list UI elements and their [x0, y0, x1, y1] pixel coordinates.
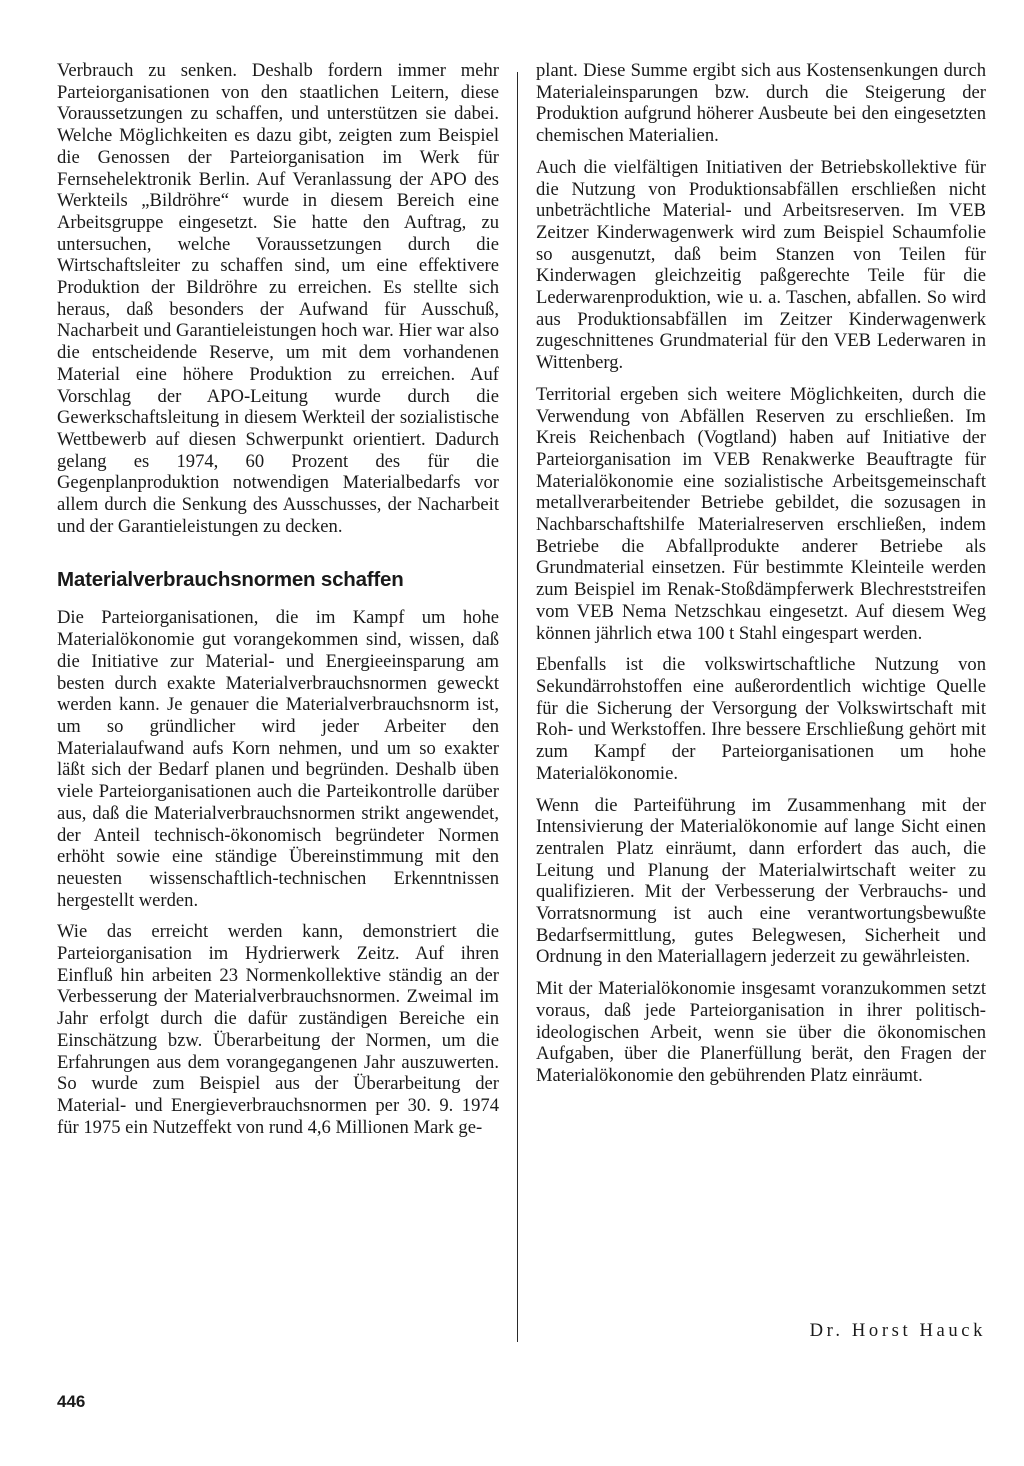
right-paragraph-4: Ebenfalls ist die volkswirtschaftliche Nutzung von Sekundärrohstoffen eine außerordentlich wichtige Quelle für die Sicherung der Versorgung der Volkswirtschaft mit Roh- und Werkstoffen. Ihre bessere Erschließung gehört mit zum Kampf der Parteiorganisationen um hohe Materialökonomie.: [536, 654, 986, 784]
column-divider: [517, 72, 518, 1342]
right-paragraph-3: Territorial ergeben sich weitere Möglichkeiten, durch die Verwendung von Abfällen Reserven zu erschließen. Im Kreis Reichenbach (Vogtland) haben auf Initiative der Parteiorganisation im VEB Renakwerke Beauftragte für Materialökonomie eine sozialistische Arbeitsgemeinschaft metallverarbeitender Betriebe gebildet, die sozusagen in Nachbarschaftshilfe Materialreserven erschließen, indem Betriebe die Abfallprodukte anderer Betriebe als Grundmaterial einsetzen. Für bestimmte Kleinteile werden zum Beispiel im Renak-Stoßdämpferwerk Blechreststreifen vom VEB Nema Netzschkau eingesetzt. Auf diesem Weg können jährlich etwa 100 t Stahl eingespart werden.: [536, 383, 986, 644]
right-paragraph-1: plant. Diese Summe ergibt sich aus Kostensenkungen durch Materialeinsparungen bzw. durch die Steigerung der Produktion aufgrund höherer Ausbeute bei den eingesetzten chemischen Materialien.: [536, 60, 986, 147]
intro-paragraph: Verbrauch zu senken. Deshalb fordern immer mehr Parteiorganisationen von den staatlichen Leitern, diese Voraussetzungen zu schaffen, und unterstützen sie dabei. Welche Möglichkeiten es dazu gibt, zeigten zum Beispiel die Genossen der Parteiorganisation im Werk für Fernsehelektronik Berlin. Auf Veranlassung der APO des Werkteils „Bildröhre“ wurde in diesem Bereich eine Arbeitsgruppe eingesetzt. Sie hatte den Auftrag, zu untersuchen, welche Voraussetzungen durch die Wirtschaftsleiter zu schaffen sind, um eine effektivere Produktion der Bildröhre zu erreichen. Es stellte sich heraus, daß besonders der Aufwand für Ausschuß, Nacharbeit und Garantieleistungen hoch war. Hier war also die entscheidende Reserve, um mit dem vorhandenen Material eine höhere Produktion zu erreichen. Auf Vorschlag der APO-Leitung wurde durch die Gewerkschaftsleitung in diesem Werkteil der sozialistische Wettbewerb auf diesen Schwerpunkt orientiert. Dadurch gelang es 1974, 60 Prozent des für die Gegenplanproduktion notwendigen Materialbedarfs vor allem durch die Senkung des Ausschusses, der Nacharbeit und der Garantieleistungen zu decken.: [57, 60, 499, 537]
left-paragraph-2: Die Parteiorganisationen, die im Kampf um hohe Materialökonomie gut vorangekommen sind, wissen, daß die Initiative zur Material- und Energieeinsparung am besten durch exakte Materialverbrauchsnormen geweckt werden kann. Je genauer die Materialverbrauchsnorm ist, um so gründlicher wird jeder Arbeiter den Materialaufwand aufs Korn nehmen, und um so exakter läßt sich der Bedarf planen und begründen. Deshalb üben viele Parteiorganisationen auch die Parteikontrolle darüber aus, daß die Materialverbrauchsnormen strikt angewendet, der Anteil technisch-ökonomisch begründeter Normen erhöht sowie eine ständige Übereinstimmung mit den neuesten wissenschaftlich-technischen Erkenntnissen hergestellt werden.: [57, 607, 499, 911]
right-paragraph-5: Wenn die Parteiführung im Zusammenhang mit der Intensivierung der Materialökonomie auf lange Sicht einen zentralen Platz einräumt, dann erfordert das auch, die Leitung und Planung der Materialwirtschaft weiter zu qualifizieren. Mit der Verbesserung der Verbrauchs- und Vorratsnormung ist auch eine verantwortungsbewußte Bedarfsermittlung, gutes Belegwesen, Sicherheit und Ordnung in den Materiallagern jederzeit zu gewährleisten.: [536, 794, 986, 968]
author-signature: Dr. Horst Hauck: [809, 1320, 986, 1341]
left-paragraph-3: Wie das erreicht werden kann, demonstriert die Parteiorganisation im Hydrierwerk Zeitz. Auf ihren Einfluß hin arbeiten 23 Normenkollektive ständig an der Verbesserung der Materialverbrauchsnormen. Zweimal im Jahr erfolgt durch die dafür zuständigen Bereiche ein Einschätzung bzw. Überarbeitung der Normen, um die Erfahrungen aus dem vorangegangenen Jahr auszuwerten. So wurde zum Beispiel aus der Überarbeitung der Material- und Energieverbrauchsnormen per 30. 9. 1974 für 1975 ein Nutzeffekt von rund 4,6 Millionen Mark ge-: [57, 921, 499, 1138]
right-paragraph-6: Mit der Materialökonomie insgesamt voranzukommen setzt voraus, daß jede Parteiorganisation in ihrer politisch-ideologischen Arbeit, wenn sie über die ökonomischen Aufgaben, über die Planerfüllung berät, den Fragen der Materialökonomie den gebührenden Platz einräumt.: [536, 978, 986, 1086]
right-paragraph-2: Auch die vielfältigen Initiativen der Betriebskollektive für die Nutzung von Produktionsabfällen erschließen nicht unbeträchtliche Material- und Arbeitsreserven. Im VEB Zeitzer Kinderwagenwerk wird zum Beispiel Schaumfolie so ausgenutzt, daß beim Stanzen von Teilen für Kinderwagen gleichzeitig paßgerechte Teile für die Lederwarenproduktion, wie u. a. Taschen, abfallen. So wird aus Produktionsabfällen im Zeitzer Kinderwagenwerk zugeschnittenes Grundmaterial für den VEB Lederwaren in Wittenberg.: [536, 156, 986, 374]
right-column: [536, 60, 986, 1087]
section-heading: Materialverbrauchsnormen schaffen: [57, 568, 404, 592]
page-number: 446: [57, 1392, 86, 1411]
left-column: [57, 60, 499, 1138]
